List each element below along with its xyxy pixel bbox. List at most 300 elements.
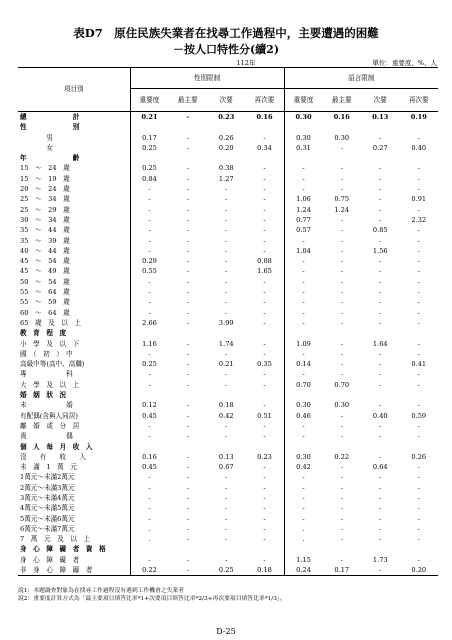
table-cell: - <box>379 380 382 389</box>
table-cell: 0.22 <box>334 452 350 461</box>
table-cell: 0.31 <box>296 143 311 152</box>
table-cell: - <box>246 555 285 565</box>
table-cell: 0.84 <box>142 174 157 183</box>
table-cell: - <box>246 194 285 204</box>
table-cell: - <box>340 514 343 523</box>
table-cell: - <box>225 514 228 523</box>
table-cell: - <box>225 195 228 204</box>
table-cell: 0.34 <box>246 143 285 153</box>
table-cell: - <box>379 164 382 173</box>
table-cell: - <box>417 236 420 245</box>
table-cell: - <box>417 349 420 358</box>
table-cell: 0.18 <box>218 401 234 410</box>
table-cell: 1.04 <box>296 246 311 255</box>
table-row <box>18 205 438 215</box>
table-cell <box>207 122 246 132</box>
table-cell: 0.77 <box>296 215 311 224</box>
table-cell: - <box>302 504 305 513</box>
table-cell <box>246 544 285 554</box>
row-label: 有配偶(含與人同居) <box>18 411 130 421</box>
table-row <box>18 215 438 225</box>
table-cell: - <box>225 277 228 286</box>
row-label: 25 ～ 34 歲 <box>18 194 130 204</box>
footnote-2: 說2：重要度計算方式為「最主要項目填答比率*1+次要項目填答比率*2/3+再次要項目填答比率*1/3」。 <box>18 596 286 603</box>
table-cell: - <box>186 339 189 348</box>
table-cell: - <box>417 277 420 286</box>
row-label: 35 ～ 44 歲 <box>18 225 130 235</box>
table-cell: - <box>148 246 151 255</box>
table-cell: - <box>186 411 189 420</box>
table-cell: - <box>379 236 382 245</box>
table-cell: 0.12 <box>142 401 157 410</box>
table-cell: - <box>340 164 343 173</box>
table-body <box>18 112 438 576</box>
table-cell: - <box>148 288 151 297</box>
table-cell: 0.27 <box>372 143 388 152</box>
table-cell: - <box>246 163 285 173</box>
table-cell: 0.22 <box>130 565 169 576</box>
row-label: 未 婚 <box>18 400 130 410</box>
table-cell: - <box>225 215 228 224</box>
table-cell: - <box>340 483 343 492</box>
table-cell: - <box>340 308 343 317</box>
page-number: D-25 <box>216 627 236 636</box>
row-label: 60 ～ 64 歲 <box>18 308 130 318</box>
table-cell <box>207 442 246 452</box>
table-cell <box>207 390 246 400</box>
table-cell: - <box>379 257 382 266</box>
table-cell <box>323 442 362 452</box>
col-header: 次要 <box>207 89 246 112</box>
table-row <box>18 225 438 235</box>
table-cell <box>169 442 208 452</box>
table-cell: - <box>186 452 189 461</box>
table-cell: - <box>246 225 285 235</box>
table-cell: 1.65 <box>246 266 285 276</box>
table-cell: - <box>225 267 228 276</box>
table-cell: - <box>302 308 305 317</box>
table-cell: 0.16 <box>142 452 157 461</box>
table-cell: - <box>225 493 228 502</box>
table-cell: 0.26 <box>411 452 427 461</box>
table-cell: - <box>302 164 305 173</box>
row-label: 大 學 及 以 上 <box>18 380 130 390</box>
table-cell: 0.13 <box>372 113 389 121</box>
table-row <box>18 143 438 153</box>
table-cell: 0.85 <box>372 226 388 235</box>
row-label: 3萬元～未滿4萬元 <box>18 493 130 503</box>
table-cell <box>246 390 285 400</box>
table-cell <box>400 122 439 132</box>
table-cell: 0.46 <box>296 411 311 420</box>
table-cell: - <box>225 483 228 492</box>
table-row <box>18 380 438 390</box>
table-cell: - <box>186 174 189 183</box>
row-label: 35 ～ 39 歲 <box>18 236 130 246</box>
table-cell: - <box>379 452 382 461</box>
table-row <box>18 431 438 441</box>
row-label: 6萬元～未滿7萬元 <box>18 524 130 534</box>
table-cell: 0.70 <box>334 380 350 389</box>
table-cell: - <box>379 360 382 369</box>
row-label: 7 萬 元 及 以 上 <box>18 534 130 544</box>
table-cell: 0.25 <box>142 164 157 173</box>
table-cell: 0.59 <box>411 411 427 420</box>
table-cell: - <box>302 432 305 441</box>
table-cell: - <box>225 421 228 430</box>
table-cell: - <box>340 277 343 286</box>
table-cell: 1.15 <box>296 555 311 564</box>
table-cell: - <box>225 473 228 482</box>
table-cell: - <box>379 483 382 492</box>
table-cell: - <box>417 555 420 564</box>
table-cell: - <box>186 205 189 214</box>
col-header: 最主要 <box>169 89 208 112</box>
table-cell: - <box>340 143 343 152</box>
table-cell: 0.91 <box>411 195 427 204</box>
table-cell <box>169 122 208 132</box>
table-cell: 1.73 <box>372 555 388 564</box>
table-cell: - <box>302 236 305 245</box>
table-cell <box>284 153 323 163</box>
table-cell: - <box>225 246 228 255</box>
table-cell: 1.24 <box>334 205 350 214</box>
table-row <box>18 122 438 132</box>
table-cell: 1.09 <box>296 339 311 348</box>
row-label: 45 ～ 49 歲 <box>18 266 130 276</box>
table-cell: - <box>186 432 189 441</box>
table-cell: - <box>186 288 189 297</box>
table-cell: - <box>302 288 305 297</box>
table-cell: - <box>379 308 382 317</box>
table-cell: - <box>340 174 343 183</box>
table-cell: 0.21 <box>141 113 158 121</box>
table-cell: - <box>148 493 151 502</box>
table-cell: - <box>246 308 285 318</box>
table-row <box>18 277 438 287</box>
table-cell: - <box>246 349 285 359</box>
table-cell <box>361 153 400 163</box>
table-cell: - <box>417 421 420 430</box>
row-label: 總 計 <box>18 112 130 123</box>
table-cell: - <box>340 288 343 297</box>
row-label: 5萬元～未滿6萬元 <box>18 514 130 524</box>
table-cell: 0.51 <box>246 411 285 421</box>
table-cell: - <box>340 267 343 276</box>
table-cell: 1.56 <box>372 246 388 255</box>
row-label: 年 齡 <box>18 153 130 163</box>
row-header: 項目別 <box>18 68 130 112</box>
table-cell: - <box>186 215 189 224</box>
table-cell: 0.75 <box>334 195 350 204</box>
table-cell: - <box>417 308 420 317</box>
table-cell: 0.70 <box>296 380 311 389</box>
col-header: 重要度 <box>284 89 323 112</box>
table-row <box>18 287 438 297</box>
table-cell: 0.41 <box>411 360 427 369</box>
table-cell: 0.14 <box>296 360 311 369</box>
table-cell: - <box>417 267 420 276</box>
table-cell: - <box>417 288 420 297</box>
table-cell: - <box>246 524 285 534</box>
table-cell: - <box>417 432 420 441</box>
table-cell: - <box>186 226 189 235</box>
table-cell <box>400 390 439 400</box>
row-label: 女 <box>18 143 130 153</box>
table-cell: - <box>246 297 285 307</box>
row-label: 國 （ 初 ） 中 <box>18 349 130 359</box>
table-cell: - <box>148 432 151 441</box>
table-cell: - <box>417 401 420 410</box>
table-cell: - <box>225 555 228 564</box>
table-cell: - <box>186 267 189 276</box>
table-cell: - <box>148 483 151 492</box>
table-cell: 1.06 <box>296 195 311 204</box>
table-cell: - <box>379 298 382 307</box>
table-cell: - <box>186 308 189 317</box>
table-cell: - <box>186 185 189 194</box>
table-cell: - <box>246 483 285 493</box>
table-cell <box>323 390 362 400</box>
table-cell: - <box>148 308 151 317</box>
table-cell <box>130 442 169 452</box>
table-cell <box>169 328 208 338</box>
table-row <box>18 256 438 266</box>
table-cell: - <box>340 504 343 513</box>
table-cell: 0.38 <box>218 164 234 173</box>
table-cell: - <box>302 277 305 286</box>
table-cell: - <box>169 565 208 576</box>
row-label: 高級中等(高中、高職) <box>18 359 130 369</box>
table-cell: - <box>186 277 189 286</box>
table-cell: - <box>246 493 285 503</box>
table-cell: - <box>340 524 343 533</box>
table-cell <box>284 122 323 132</box>
table-cell <box>169 544 208 554</box>
table-cell: - <box>246 277 285 287</box>
table-cell: - <box>186 236 189 245</box>
table-row <box>18 236 438 246</box>
table-cell: - <box>379 195 382 204</box>
table-cell: - <box>225 298 228 307</box>
table-cell: - <box>246 380 285 390</box>
table-cell: 0.29 <box>142 257 157 266</box>
table-cell: 0.45 <box>142 463 157 472</box>
table-cell: - <box>246 369 285 379</box>
table-cell: - <box>302 318 305 327</box>
table-row <box>18 421 438 431</box>
col-header: 次要 <box>361 89 400 112</box>
table-cell: 0.16 <box>246 112 285 123</box>
table-cell: - <box>302 493 305 502</box>
table-row <box>18 246 438 256</box>
table-cell <box>284 328 323 338</box>
table-row <box>18 544 438 554</box>
table-cell: 2.66 <box>142 318 157 327</box>
table-cell <box>246 153 285 163</box>
table-cell <box>246 442 285 452</box>
table-cell: - <box>302 370 305 379</box>
table-cell: - <box>148 421 151 430</box>
table-cell <box>246 122 285 132</box>
table-cell: - <box>148 298 151 307</box>
table-cell: - <box>148 226 151 235</box>
table-cell: - <box>417 185 420 194</box>
table-cell: - <box>148 473 151 482</box>
table-cell: - <box>340 185 343 194</box>
table-cell <box>361 442 400 452</box>
table-cell: - <box>148 205 151 214</box>
table-cell: - <box>417 257 420 266</box>
table-cell: - <box>417 463 420 472</box>
table-row <box>18 194 438 204</box>
col-header: 再次要 <box>400 89 439 112</box>
row-label: 2萬元～未滿3萬元 <box>18 483 130 493</box>
row-label: 15 ～ 24 歲 <box>18 163 130 173</box>
table-cell: - <box>225 380 228 389</box>
table-cell: - <box>379 473 382 482</box>
row-label: 20 ～ 24 歲 <box>18 184 130 194</box>
row-label: 教 育 程 度 <box>18 328 130 338</box>
table-cell: 0.88 <box>246 256 285 266</box>
table-cell: - <box>186 555 189 564</box>
table-row <box>18 112 438 123</box>
table-cell: - <box>417 514 420 523</box>
table-subtitle: －按人口特性分(續2) <box>172 43 280 56</box>
table-cell: - <box>302 267 305 276</box>
table-row <box>18 339 438 349</box>
table-row <box>18 349 438 359</box>
table-row <box>18 266 438 276</box>
table-cell: - <box>225 535 228 544</box>
table-cell: - <box>225 504 228 513</box>
table-row <box>18 390 438 400</box>
table-cell: - <box>340 257 343 266</box>
row-label: 65 歲 及 以 上 <box>18 318 130 328</box>
table-cell: - <box>186 463 189 472</box>
table-cell: - <box>379 267 382 276</box>
table-cell: - <box>246 472 285 482</box>
table-title: 表D7 原住民族失業者在找尋工作過程中，主要遭遇的困難 <box>73 26 379 40</box>
table-cell: - <box>186 349 189 358</box>
table-cell: - <box>186 318 189 327</box>
row-label: 50 ～ 54 歲 <box>18 277 130 287</box>
table-cell: - <box>246 215 285 225</box>
table-cell: - <box>340 473 343 482</box>
table-cell <box>400 442 439 452</box>
table-cell: - <box>186 257 189 266</box>
table-cell: - <box>225 226 228 235</box>
table-cell <box>400 153 439 163</box>
table-cell: - <box>379 349 382 358</box>
table-cell: - <box>340 432 343 441</box>
table-cell: - <box>340 493 343 502</box>
table-cell: 0.16 <box>333 113 350 121</box>
table-cell: - <box>225 257 228 266</box>
table-cell: - <box>302 174 305 183</box>
table-cell: - <box>246 205 285 215</box>
table-cell: 0.20 <box>400 565 439 576</box>
row-label: 55 ～ 64 歲 <box>18 287 130 297</box>
table-cell: - <box>225 236 228 245</box>
table-cell: 0.23 <box>246 452 285 462</box>
table-cell: - <box>379 205 382 214</box>
table-cell: - <box>361 565 400 576</box>
table-cell: - <box>186 514 189 523</box>
table-cell: - <box>379 318 382 327</box>
table-cell <box>284 442 323 452</box>
table-cell: - <box>302 298 305 307</box>
table-row <box>18 534 438 544</box>
table-cell <box>400 328 439 338</box>
table-cell <box>246 328 285 338</box>
table-cell: - <box>148 185 151 194</box>
table-row <box>18 359 438 369</box>
table-cell: - <box>186 380 189 389</box>
table-cell: 0.40 <box>411 143 427 152</box>
table-cell: - <box>186 164 189 173</box>
table-cell: - <box>148 504 151 513</box>
table-cell: - <box>246 339 285 349</box>
table-cell: - <box>246 400 285 410</box>
table-cell: - <box>186 298 189 307</box>
table-cell: - <box>379 504 382 513</box>
table-cell: - <box>225 524 228 533</box>
table-row <box>18 555 438 565</box>
table-cell: - <box>246 421 285 431</box>
table-cell: - <box>186 535 189 544</box>
table-cell: 0.42 <box>218 411 234 420</box>
row-label: 非 身 心 障 礙 者 <box>18 565 130 576</box>
table-cell: - <box>148 236 151 245</box>
table-cell: - <box>417 226 420 235</box>
table-cell <box>207 328 246 338</box>
table-cell: 0.30 <box>296 133 311 142</box>
table-cell: - <box>246 133 285 143</box>
row-label: 喪 偶 <box>18 431 130 441</box>
table-cell: - <box>340 215 343 224</box>
table-cell: - <box>340 339 343 348</box>
table-cell <box>169 390 208 400</box>
table-cell: - <box>186 473 189 482</box>
table-cell: 0.64 <box>372 463 388 472</box>
row-label: 小 學 及 以 下 <box>18 339 130 349</box>
row-label: 4萬元～未滿5萬元 <box>18 503 130 513</box>
table-row <box>18 174 438 184</box>
table-cell: - <box>148 277 151 286</box>
table-cell: - <box>302 483 305 492</box>
table-cell: - <box>186 483 189 492</box>
table-cell: - <box>417 380 420 389</box>
table-cell: 0.25 <box>207 565 246 576</box>
table-cell: - <box>379 493 382 502</box>
table-cell: - <box>417 370 420 379</box>
table-cell: - <box>379 401 382 410</box>
table-cell <box>323 122 362 132</box>
row-label: 25 ～ 29 歲 <box>18 205 130 215</box>
table-cell: 0.30 <box>334 133 350 142</box>
table-cell: 0.25 <box>142 360 157 369</box>
group-header-language: 語言限制 <box>284 68 438 89</box>
table-cell: 0.67 <box>218 463 234 472</box>
table-row <box>18 369 438 379</box>
table-row <box>18 153 438 163</box>
table-cell: - <box>148 195 151 204</box>
table-cell: - <box>246 318 285 328</box>
table-cell: - <box>246 184 285 194</box>
table-cell: - <box>340 246 343 255</box>
table-cell: - <box>246 287 285 297</box>
